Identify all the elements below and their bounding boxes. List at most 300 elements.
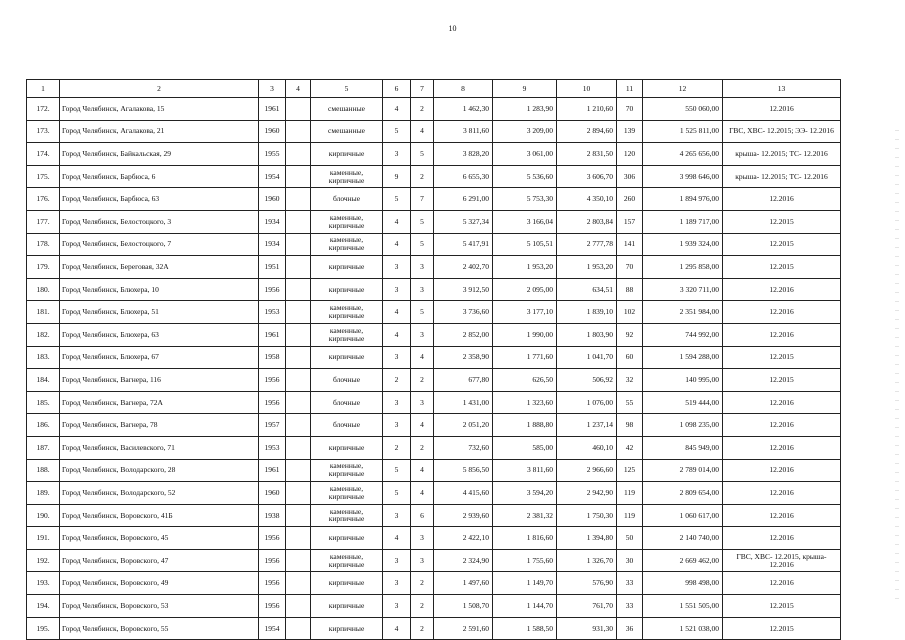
cell-living-area: 1 588,50 xyxy=(493,617,557,640)
cell-wall-material: блочные xyxy=(311,369,383,392)
cell-col-4 xyxy=(286,301,311,324)
cell-total-area: 4 415,60 xyxy=(434,482,493,505)
cell-address: Город Челябинск, Воровского, 53 xyxy=(60,595,259,618)
cell-col-4 xyxy=(286,210,311,233)
cell-floors: 4 xyxy=(383,527,411,550)
cell-floors: 3 xyxy=(383,414,411,437)
cell-row-number: 174. xyxy=(27,143,60,166)
cell-row-number: 188. xyxy=(27,459,60,482)
cell-floors: 3 xyxy=(383,572,411,595)
cell-entrances: 4 xyxy=(411,346,434,369)
cell-living-area: 1 990,00 xyxy=(493,323,557,346)
column-header-9: 9 xyxy=(493,80,557,98)
cell-entrances: 5 xyxy=(411,301,434,324)
cell-row-number: 179. xyxy=(27,256,60,279)
cell-deadline: ГВС, ХВС- 12.2015, крыша- 12.2016 xyxy=(723,549,841,572)
cell-build-year: 1956 xyxy=(259,391,286,414)
table-row xyxy=(27,188,841,211)
cell-row-number: 191. xyxy=(27,527,60,550)
table-row xyxy=(27,301,841,324)
cell-floors: 2 xyxy=(383,436,411,459)
cell-residents: 306 xyxy=(617,165,643,188)
cell-entrances: 5 xyxy=(411,210,434,233)
cell-deadline: 12.2016 xyxy=(723,436,841,459)
cell-build-year: 1953 xyxy=(259,436,286,459)
cell-col-4 xyxy=(286,436,311,459)
cell-address: Город Челябинск, Вагнера, 78 xyxy=(60,414,259,437)
cell-residents: 70 xyxy=(617,256,643,279)
cell-residential-area: 1 210,60 xyxy=(557,98,617,121)
cell-address: Город Челябинск, Василевского, 71 xyxy=(60,436,259,459)
cell-address: Город Челябинск, Вагнера, 116 xyxy=(60,369,259,392)
table-row xyxy=(27,120,841,143)
cell-row-number: 177. xyxy=(27,210,60,233)
cell-entrances: 4 xyxy=(411,459,434,482)
cell-wall-material: кирпичные xyxy=(311,256,383,279)
cell-row-number: 178. xyxy=(27,233,60,256)
cell-total-area: 1 462,30 xyxy=(434,98,493,121)
cell-wall-material: кирпичные xyxy=(311,436,383,459)
column-header-4: 4 xyxy=(286,80,311,98)
cell-living-area: 3 811,60 xyxy=(493,459,557,482)
cell-residents: 36 xyxy=(617,617,643,640)
cell-floors: 3 xyxy=(383,504,411,527)
cell-build-year: 1954 xyxy=(259,165,286,188)
cell-cost: 519 444,00 xyxy=(643,391,723,414)
cell-residential-area: 1 394,80 xyxy=(557,527,617,550)
cell-entrances: 6 xyxy=(411,504,434,527)
cell-cost: 2 140 740,00 xyxy=(643,527,723,550)
cell-residential-area: 1 953,20 xyxy=(557,256,617,279)
column-header-13: 13 xyxy=(723,80,841,98)
cell-build-year: 1956 xyxy=(259,278,286,301)
cell-total-area: 5 327,34 xyxy=(434,210,493,233)
cell-floors: 4 xyxy=(383,617,411,640)
cell-entrances: 4 xyxy=(411,482,434,505)
cell-col-4 xyxy=(286,143,311,166)
cell-residents: 50 xyxy=(617,527,643,550)
cell-build-year: 1961 xyxy=(259,459,286,482)
cell-floors: 3 xyxy=(383,391,411,414)
cell-living-area: 5 105,51 xyxy=(493,233,557,256)
cell-wall-material: блочные xyxy=(311,391,383,414)
cell-entrances: 2 xyxy=(411,617,434,640)
cell-total-area: 6 291,00 xyxy=(434,188,493,211)
cell-living-area: 1 816,60 xyxy=(493,527,557,550)
cell-total-area: 3 736,60 xyxy=(434,301,493,324)
table-row xyxy=(27,210,841,233)
cell-residential-area: 1 803,90 xyxy=(557,323,617,346)
cell-row-number: 183. xyxy=(27,346,60,369)
cell-build-year: 1960 xyxy=(259,120,286,143)
cell-address: Город Челябинск, Володарского, 52 xyxy=(60,482,259,505)
cell-wall-material: каменные, кирпичные xyxy=(311,459,383,482)
page-number: 10 xyxy=(448,24,457,33)
cell-wall-material: кирпичные xyxy=(311,346,383,369)
cell-row-number: 187. xyxy=(27,436,60,459)
cell-residents: 55 xyxy=(617,391,643,414)
cell-floors: 5 xyxy=(383,482,411,505)
cell-residents: 33 xyxy=(617,595,643,618)
cell-address: Город Челябинск, Байкальская, 29 xyxy=(60,143,259,166)
cell-residential-area: 1 237,14 xyxy=(557,414,617,437)
cell-total-area: 677,80 xyxy=(434,369,493,392)
cell-cost: 3 320 711,00 xyxy=(643,278,723,301)
cell-build-year: 1956 xyxy=(259,527,286,550)
column-header-12: 12 xyxy=(643,80,723,98)
cell-deadline: 12.2015 xyxy=(723,346,841,369)
cell-deadline: крыша- 12.2015; ТС- 12.2016 xyxy=(723,143,841,166)
cell-total-area: 1 497,60 xyxy=(434,572,493,595)
cell-total-area: 2 358,90 xyxy=(434,346,493,369)
cell-residential-area: 2 777,78 xyxy=(557,233,617,256)
cell-build-year: 1956 xyxy=(259,549,286,572)
cell-cost: 1 060 617,00 xyxy=(643,504,723,527)
cell-col-4 xyxy=(286,98,311,121)
cell-entrances: 4 xyxy=(411,414,434,437)
cell-floors: 3 xyxy=(383,595,411,618)
cell-deadline: 12.2015 xyxy=(723,595,841,618)
cell-living-area: 5 536,60 xyxy=(493,165,557,188)
cell-residential-area: 761,70 xyxy=(557,595,617,618)
cell-living-area: 1 888,80 xyxy=(493,414,557,437)
cell-deadline: крыша- 12.2015; ТС- 12.2016 xyxy=(723,165,841,188)
table-row xyxy=(27,233,841,256)
cell-residential-area: 634,51 xyxy=(557,278,617,301)
cell-wall-material: каменные, кирпичные xyxy=(311,210,383,233)
cell-living-area: 626,50 xyxy=(493,369,557,392)
cell-cost: 1 551 505,00 xyxy=(643,595,723,618)
cell-col-4 xyxy=(286,369,311,392)
cell-build-year: 1956 xyxy=(259,595,286,618)
table-row xyxy=(27,165,841,188)
cell-build-year: 1953 xyxy=(259,301,286,324)
cell-col-4 xyxy=(286,165,311,188)
cell-residential-area: 2 966,60 xyxy=(557,459,617,482)
cell-total-area: 732,60 xyxy=(434,436,493,459)
cell-entrances: 7 xyxy=(411,188,434,211)
cell-floors: 3 xyxy=(383,143,411,166)
cell-wall-material: смешанные xyxy=(311,98,383,121)
column-header-5: 5 xyxy=(311,80,383,98)
cell-address: Город Челябинск, Береговая, 32А xyxy=(60,256,259,279)
cell-entrances: 2 xyxy=(411,165,434,188)
cell-address: Город Челябинск, Воровского, 45 xyxy=(60,527,259,550)
cell-living-area: 3 166,04 xyxy=(493,210,557,233)
cell-cost: 1 295 858,00 xyxy=(643,256,723,279)
cell-entrances: 2 xyxy=(411,436,434,459)
cell-row-number: 172. xyxy=(27,98,60,121)
cell-floors: 5 xyxy=(383,188,411,211)
cell-living-area: 5 753,30 xyxy=(493,188,557,211)
cell-wall-material: каменные, кирпичные xyxy=(311,482,383,505)
cell-address: Город Челябинск, Воровского, 41Б xyxy=(60,504,259,527)
cell-floors: 3 xyxy=(383,278,411,301)
cell-build-year: 1961 xyxy=(259,323,286,346)
column-header-10: 10 xyxy=(557,80,617,98)
cell-build-year: 1934 xyxy=(259,210,286,233)
table-row xyxy=(27,346,841,369)
cell-residents: 88 xyxy=(617,278,643,301)
cell-deadline: 12.2016 xyxy=(723,391,841,414)
cell-residents: 141 xyxy=(617,233,643,256)
column-header-8: 8 xyxy=(434,80,493,98)
cell-living-area: 1 771,60 xyxy=(493,346,557,369)
cell-cost: 744 992,00 xyxy=(643,323,723,346)
cell-address: Город Челябинск, Белостоцкого, 3 xyxy=(60,210,259,233)
cell-entrances: 3 xyxy=(411,549,434,572)
cell-entrances: 3 xyxy=(411,278,434,301)
cell-residents: 92 xyxy=(617,323,643,346)
cell-build-year: 1938 xyxy=(259,504,286,527)
cell-residents: 60 xyxy=(617,346,643,369)
cell-total-area: 5 856,50 xyxy=(434,459,493,482)
cell-col-4 xyxy=(286,572,311,595)
table-row xyxy=(27,414,841,437)
cell-floors: 5 xyxy=(383,120,411,143)
cell-floors: 4 xyxy=(383,98,411,121)
cell-deadline: ГВС, ХВС- 12.2015; ЭЭ- 12.2016 xyxy=(723,120,841,143)
cell-cost: 1 098 235,00 xyxy=(643,414,723,437)
cell-residents: 120 xyxy=(617,143,643,166)
cell-wall-material: блочные xyxy=(311,188,383,211)
cell-deadline: 12.2016 xyxy=(723,323,841,346)
cell-cost: 998 498,00 xyxy=(643,572,723,595)
table-row xyxy=(27,504,841,527)
cell-living-area: 1 283,90 xyxy=(493,98,557,121)
cell-deadline: 12.2016 xyxy=(723,278,841,301)
cell-living-area: 1 323,60 xyxy=(493,391,557,414)
cell-col-4 xyxy=(286,391,311,414)
cell-total-area: 2 324,90 xyxy=(434,549,493,572)
cell-wall-material: каменные, кирпичные xyxy=(311,504,383,527)
cell-cost: 2 351 984,00 xyxy=(643,301,723,324)
scan-artifact-marks xyxy=(895,130,899,600)
cell-address: Город Челябинск, Вагнера, 72А xyxy=(60,391,259,414)
column-header-6: 6 xyxy=(383,80,411,98)
table-row xyxy=(27,278,841,301)
cell-row-number: 189. xyxy=(27,482,60,505)
cell-cost: 140 995,00 xyxy=(643,369,723,392)
column-header-1: 1 xyxy=(27,80,60,98)
cell-cost: 1 521 038,00 xyxy=(643,617,723,640)
cell-residents: 98 xyxy=(617,414,643,437)
cell-entrances: 2 xyxy=(411,595,434,618)
cell-floors: 3 xyxy=(383,256,411,279)
cell-entrances: 3 xyxy=(411,323,434,346)
cell-address: Город Челябинск, Блюхера, 63 xyxy=(60,323,259,346)
cell-floors: 5 xyxy=(383,459,411,482)
column-header-3: 3 xyxy=(259,80,286,98)
table-row xyxy=(27,527,841,550)
cell-living-area: 1 149,70 xyxy=(493,572,557,595)
cell-residential-area: 576,90 xyxy=(557,572,617,595)
cell-row-number: 195. xyxy=(27,617,60,640)
cell-living-area: 3 594,20 xyxy=(493,482,557,505)
cell-deadline: 12.2015 xyxy=(723,210,841,233)
cell-entrances: 4 xyxy=(411,120,434,143)
cell-col-4 xyxy=(286,617,311,640)
cell-wall-material: кирпичные xyxy=(311,617,383,640)
table-row xyxy=(27,369,841,392)
cell-cost: 845 949,00 xyxy=(643,436,723,459)
cell-address: Город Челябинск, Блюхера, 51 xyxy=(60,301,259,324)
cell-wall-material: каменные, кирпичные xyxy=(311,549,383,572)
cell-total-area: 5 417,91 xyxy=(434,233,493,256)
table-row xyxy=(27,436,841,459)
cell-build-year: 1956 xyxy=(259,572,286,595)
cell-cost: 1 189 717,00 xyxy=(643,210,723,233)
cell-col-4 xyxy=(286,278,311,301)
cell-floors: 9 xyxy=(383,165,411,188)
cell-col-4 xyxy=(286,414,311,437)
cell-deadline: 12.2016 xyxy=(723,572,841,595)
cell-build-year: 1951 xyxy=(259,256,286,279)
cell-total-area: 2 402,70 xyxy=(434,256,493,279)
cell-wall-material: кирпичные xyxy=(311,595,383,618)
cell-deadline: 12.2015 xyxy=(723,256,841,279)
cell-deadline: 12.2016 xyxy=(723,504,841,527)
cell-row-number: 193. xyxy=(27,572,60,595)
cell-residents: 157 xyxy=(617,210,643,233)
cell-floors: 3 xyxy=(383,346,411,369)
cell-living-area: 3 061,00 xyxy=(493,143,557,166)
cell-residential-area: 2 803,84 xyxy=(557,210,617,233)
cell-row-number: 185. xyxy=(27,391,60,414)
cell-build-year: 1954 xyxy=(259,617,286,640)
cell-residents: 42 xyxy=(617,436,643,459)
cell-floors: 4 xyxy=(383,210,411,233)
cell-entrances: 3 xyxy=(411,391,434,414)
table-row xyxy=(27,549,841,572)
cell-residents: 125 xyxy=(617,459,643,482)
cell-living-area: 585,00 xyxy=(493,436,557,459)
cell-residential-area: 1 839,10 xyxy=(557,301,617,324)
cell-total-area: 1 431,00 xyxy=(434,391,493,414)
cell-residents: 119 xyxy=(617,504,643,527)
cell-col-4 xyxy=(286,527,311,550)
cell-address: Город Челябинск, Воровского, 55 xyxy=(60,617,259,640)
cell-cost: 550 060,00 xyxy=(643,98,723,121)
cell-build-year: 1934 xyxy=(259,233,286,256)
cell-entrances: 5 xyxy=(411,233,434,256)
table-row xyxy=(27,391,841,414)
cell-row-number: 186. xyxy=(27,414,60,437)
cell-row-number: 192. xyxy=(27,549,60,572)
cell-entrances: 5 xyxy=(411,143,434,166)
cell-residential-area: 3 606,70 xyxy=(557,165,617,188)
table-row xyxy=(27,482,841,505)
cell-build-year: 1955 xyxy=(259,143,286,166)
cell-row-number: 180. xyxy=(27,278,60,301)
cell-living-area: 1 144,70 xyxy=(493,595,557,618)
cell-residents: 139 xyxy=(617,120,643,143)
cell-residential-area: 506,92 xyxy=(557,369,617,392)
cell-cost: 2 669 462,00 xyxy=(643,549,723,572)
cell-row-number: 173. xyxy=(27,120,60,143)
cell-residential-area: 1 750,30 xyxy=(557,504,617,527)
cell-living-area: 1 953,20 xyxy=(493,256,557,279)
cell-row-number: 190. xyxy=(27,504,60,527)
table-row xyxy=(27,572,841,595)
cell-living-area: 2 095,00 xyxy=(493,278,557,301)
cell-deadline: 12.2015 xyxy=(723,617,841,640)
cell-cost: 3 998 646,00 xyxy=(643,165,723,188)
cell-total-area: 6 655,30 xyxy=(434,165,493,188)
cell-deadline: 12.2016 xyxy=(723,98,841,121)
column-header-7: 7 xyxy=(411,80,434,98)
cell-total-area: 3 828,20 xyxy=(434,143,493,166)
cell-col-4 xyxy=(286,459,311,482)
cell-deadline: 12.2016 xyxy=(723,414,841,437)
cell-deadline: 12.2016 xyxy=(723,459,841,482)
cell-deadline: 12.2016 xyxy=(723,527,841,550)
column-header-2: 2 xyxy=(60,80,259,98)
cell-col-4 xyxy=(286,120,311,143)
cell-address: Город Челябинск, Барбюса, 63 xyxy=(60,188,259,211)
cell-wall-material: смешанные xyxy=(311,120,383,143)
cell-build-year: 1957 xyxy=(259,414,286,437)
table-row xyxy=(27,143,841,166)
cell-wall-material: кирпичные xyxy=(311,527,383,550)
cell-row-number: 175. xyxy=(27,165,60,188)
cell-address: Город Челябинск, Агалакова, 21 xyxy=(60,120,259,143)
cell-entrances: 3 xyxy=(411,256,434,279)
cell-address: Город Челябинск, Агалакова, 15 xyxy=(60,98,259,121)
cell-residential-area: 2 831,50 xyxy=(557,143,617,166)
cell-entrances: 2 xyxy=(411,369,434,392)
header-row xyxy=(27,80,841,98)
cell-residents: 70 xyxy=(617,98,643,121)
cell-floors: 4 xyxy=(383,233,411,256)
cell-residential-area: 460,10 xyxy=(557,436,617,459)
cell-address: Город Челябинск, Белостоцкого, 7 xyxy=(60,233,259,256)
cell-residential-area: 2 942,90 xyxy=(557,482,617,505)
cell-floors: 3 xyxy=(383,549,411,572)
cell-total-area: 2 852,00 xyxy=(434,323,493,346)
cell-residents: 119 xyxy=(617,482,643,505)
cell-wall-material: кирпичные xyxy=(311,278,383,301)
cell-address: Город Челябинск, Воровского, 47 xyxy=(60,549,259,572)
cell-build-year: 1960 xyxy=(259,482,286,505)
cell-deadline: 12.2016 xyxy=(723,482,841,505)
housing-registry-table xyxy=(26,79,841,640)
cell-floors: 4 xyxy=(383,301,411,324)
cell-build-year: 1958 xyxy=(259,346,286,369)
cell-col-4 xyxy=(286,346,311,369)
cell-residents: 33 xyxy=(617,572,643,595)
cell-col-4 xyxy=(286,188,311,211)
cell-total-area: 3 912,50 xyxy=(434,278,493,301)
cell-build-year: 1956 xyxy=(259,369,286,392)
table-row xyxy=(27,323,841,346)
cell-row-number: 194. xyxy=(27,595,60,618)
table-row xyxy=(27,98,841,121)
cell-cost: 4 265 656,00 xyxy=(643,143,723,166)
cell-col-4 xyxy=(286,549,311,572)
cell-wall-material: каменные, кирпичные xyxy=(311,323,383,346)
cell-total-area: 2 591,60 xyxy=(434,617,493,640)
cell-col-4 xyxy=(286,233,311,256)
cell-residents: 30 xyxy=(617,549,643,572)
cell-deadline: 12.2015 xyxy=(723,369,841,392)
cell-col-4 xyxy=(286,323,311,346)
table-row xyxy=(27,459,841,482)
cell-wall-material: каменные, кирпичные xyxy=(311,165,383,188)
cell-residential-area: 4 350,10 xyxy=(557,188,617,211)
cell-deadline: 12.2016 xyxy=(723,301,841,324)
cell-entrances: 2 xyxy=(411,98,434,121)
